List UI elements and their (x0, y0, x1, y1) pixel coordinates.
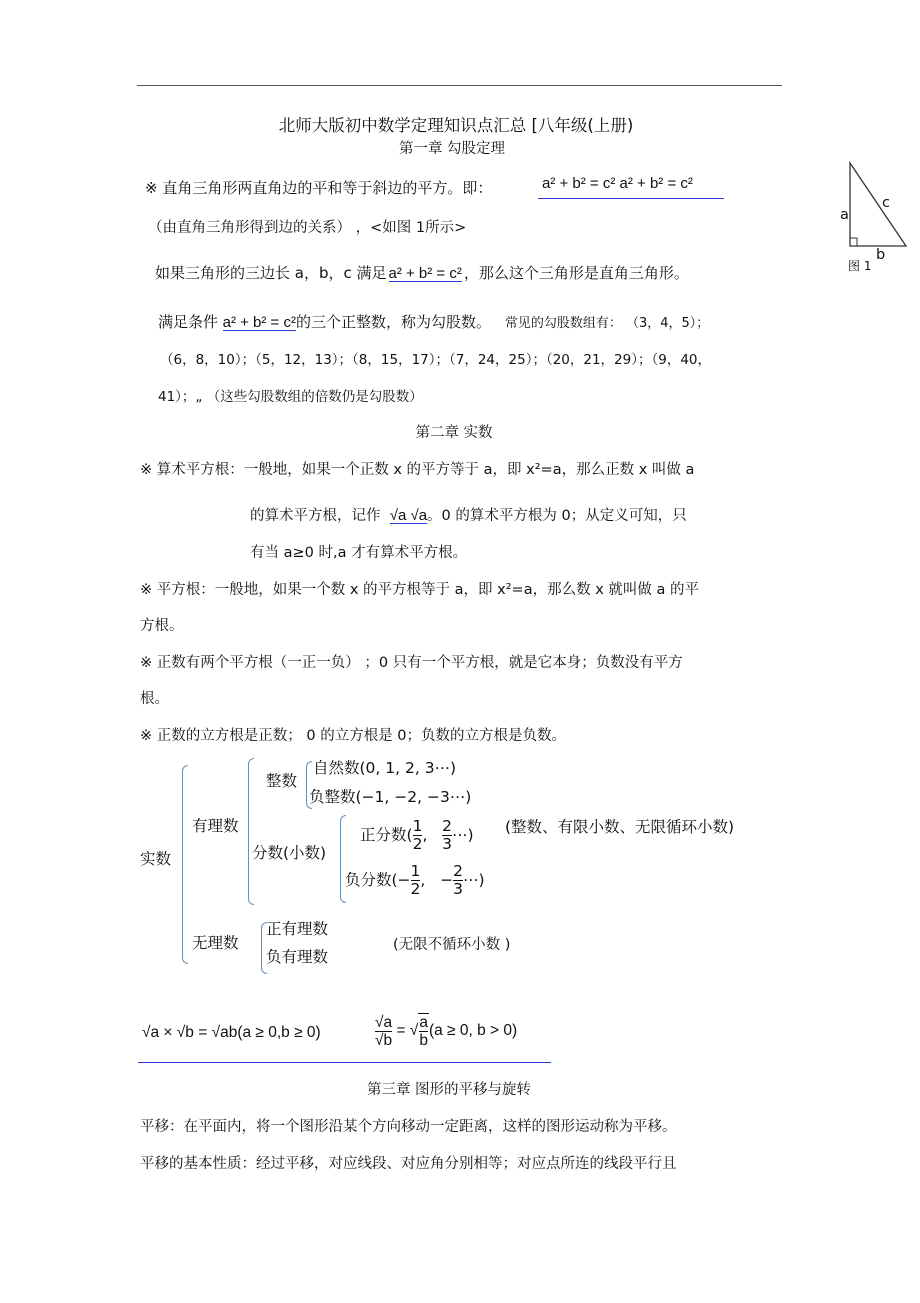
irrational-label: 无理数 (192, 934, 239, 952)
quotient-condition: (a ≥ 0, b > 0) (428, 1022, 518, 1040)
fraction-label: 分数(小数) (252, 844, 327, 862)
side-c-label: c (882, 195, 890, 211)
relation-note: （由直角三角形得到边的关系） ，<如图 1所示> (148, 220, 467, 236)
arithmetic-root-def: ※ 算术平方根：一般地，如果一个正数 x 的平方等于 a，即 x²=a，那么正数 x 叫做 a (140, 462, 695, 478)
converse-formula: a² + b² = c² (388, 265, 462, 282)
product-rule-formula: √a × √b = √ab(a ≥ 0,b ≥ 0) (142, 1024, 321, 1041)
positive-irrational-label: 正有理数 (266, 920, 329, 938)
notation-a: 的算术平方根，记作 (250, 508, 381, 524)
irrational-note: (无限不循环小数 ) (393, 937, 511, 953)
converse-text (155, 266, 689, 282)
converse-b: ，那么这个三角形是直角三角形。 (463, 264, 689, 282)
translation-property: 平移的基本性质：经过平移，对应线段、对应角分别相等；对应点所连的线段平行且 (140, 1156, 677, 1172)
header-rule (137, 85, 782, 86)
figure-caption: 图 1 (848, 259, 872, 273)
real-number-label: 实数 (140, 850, 172, 868)
sqrt-notation: √a √a (389, 507, 428, 524)
triple-formula: a² + b² = c² (222, 314, 296, 331)
chapter-1-heading: 第一章 勾股定理 (398, 141, 506, 157)
quotient-rule-formula: $\frac{√a}{√b}$ = √ $\frac{a}{b}$ (a ≥ 0, b > 0) (375, 1013, 518, 1050)
side-a-label: a (840, 207, 849, 223)
rational-note: (整数、有限小数、无限循环小数) (505, 818, 735, 836)
converse-a: 如果三角形的三边长 a，b，c 满足 (155, 264, 387, 282)
pythagorean-triple-text (158, 315, 709, 331)
cube-root-facts: ※ 正数的立方根是正数； 0 的立方根是 0；负数的立方根是负数。 (140, 728, 567, 744)
square-root-def-end: 方根。 (140, 618, 184, 634)
triple-list: （6，8，10）；（5，12，13）；（8，15，17）；（7，24，25）；（20，21，29）；（9，40， (160, 352, 711, 368)
square-root-facts: ※ 正数有两个平方根（一正一负） ；0 只有一个平方根，就是它本身；负数没有平方 (140, 655, 683, 671)
arithmetic-root-notation (250, 508, 687, 524)
negative-irrational-label: 负有理数 (266, 948, 329, 966)
integer-label: 整数 (266, 772, 298, 790)
document-title: 北师大版初中数学定理知识点汇总 [八年级(上册) (278, 116, 634, 135)
negative-fraction: 负分数(− $\frac{1}{2}$ , − $\frac{2}{3}$ ⋯) (345, 861, 485, 898)
side-b-label: b (876, 247, 886, 263)
triple-c: 常见的勾股数组有： （3，4，5）； (504, 316, 710, 331)
negfrac-label: 负分数(− (345, 871, 411, 889)
chapter-3-heading: 第三章 图形的平移与旋转 (366, 1082, 532, 1098)
chapter-2-heading: 第二章 实数 (415, 425, 493, 441)
notation-b: 。0 的算术平方根为 0；从定义可知，只 (427, 508, 687, 524)
translation-def: 平移：在平面内，将一个图形沿某个方向移动一定距离，这样的图形运动称为平移。 (140, 1119, 677, 1135)
triple-b: 的三个正整数，称为勾股数。 (295, 313, 491, 331)
pythagorean-formula: a² + b² = c² a² + b² = c² (542, 175, 693, 192)
posfrac-label: 正分数( (360, 826, 413, 844)
square-root-facts-end: 根。 (140, 691, 169, 707)
triple-list-end: 41）；„ （这些勾股数组的倍数仍是勾股数） (158, 389, 423, 405)
natural-number-label: 自然数(0, 1, 2, 3⋯) (313, 759, 457, 777)
rational-label: 有理数 (192, 817, 239, 835)
triple-a: 满足条件 (158, 313, 219, 331)
square-root-def: ※ 平方根：一般地，如果一个数 x 的平方根等于 a，即 x²=a，那么数 x 就叫做 a 的平 (140, 582, 699, 598)
negative-integer-label: 负整数(−1, −2, −3⋯) (309, 788, 472, 806)
theorem-text: ※ 直角三角形两直角边的平和等于斜边的平方。即： (145, 179, 493, 197)
formula-underline (538, 198, 724, 199)
positive-fraction: 正分数( $\frac{1}{2}$ , $\frac{2}{3}$ ⋯) (360, 816, 474, 853)
formula-underline (138, 1062, 551, 1063)
arithmetic-root-cond: 有当 a≥0 时,a 才有算术平方根。 (250, 545, 468, 561)
